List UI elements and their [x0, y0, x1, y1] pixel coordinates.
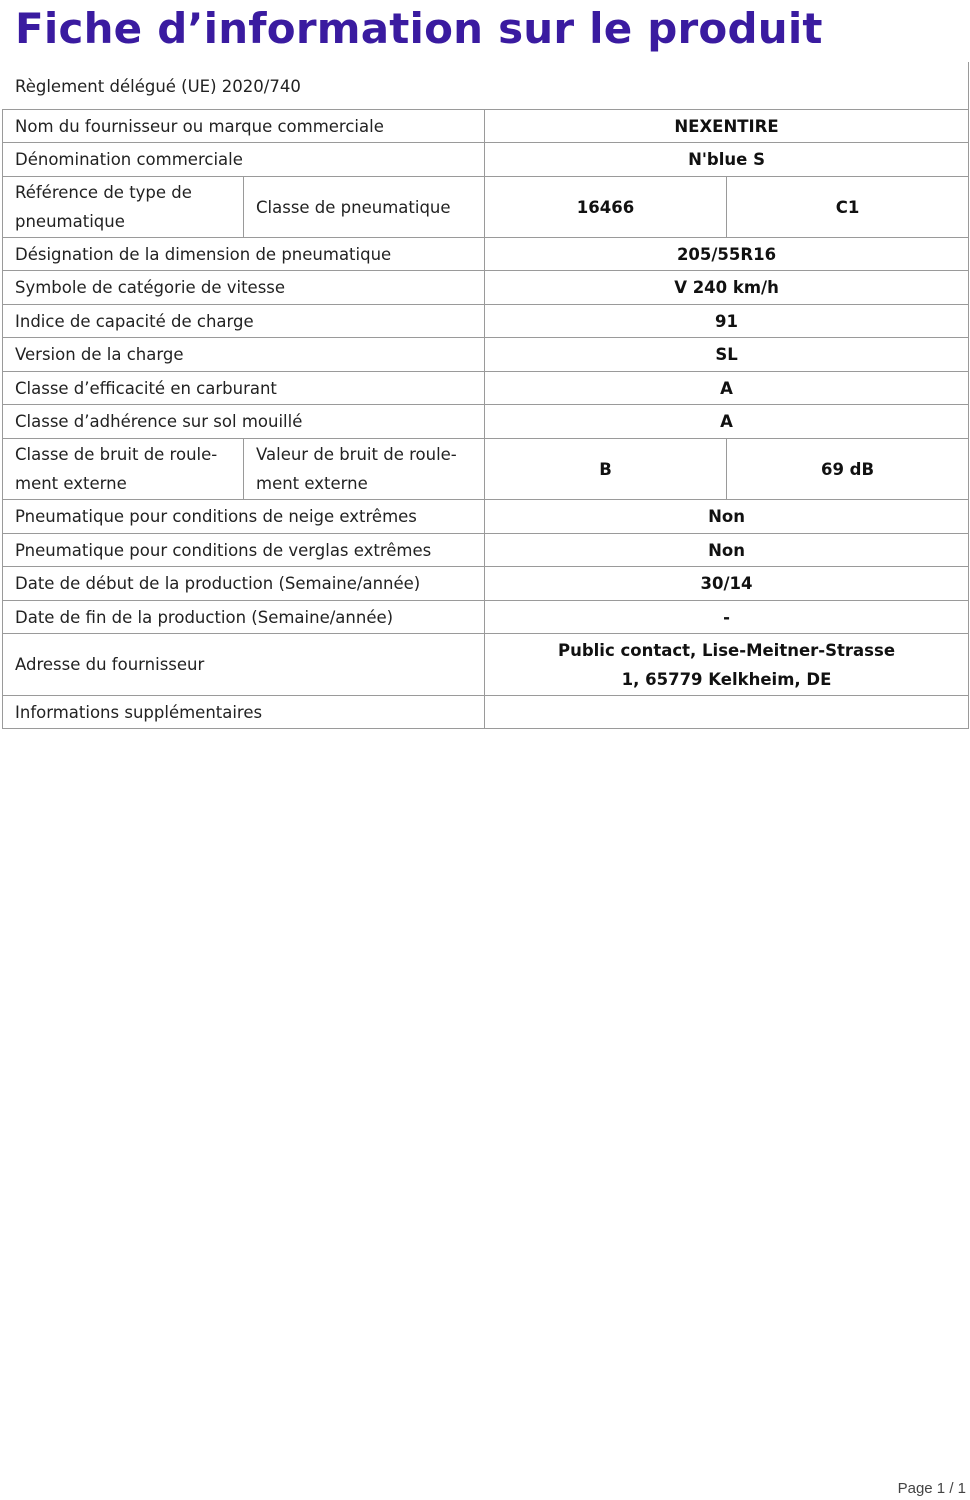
- fuel-class-value: A: [485, 372, 969, 405]
- production-end-label: Date de fin de la production (Semaine/année): [3, 601, 485, 634]
- table-row: [3, 405, 969, 439]
- supplier-address-label: Adresse du fournisseur: [3, 634, 485, 696]
- tyre-class-value: C1: [727, 177, 969, 238]
- load-index-value: 91: [485, 305, 969, 338]
- load-version-value: SL: [485, 338, 969, 372]
- supplier-name-value: NEXENTIRE: [485, 110, 969, 143]
- load-version-label: Version de la charge: [3, 338, 485, 372]
- table-row: [3, 177, 969, 238]
- table-row: [3, 238, 969, 271]
- regulation-text: Règlement délégué (UE) 2020/740: [3, 63, 969, 110]
- table-row: [3, 338, 969, 372]
- snow-label: Pneumatique pour conditions de neige extrêmes: [3, 500, 485, 534]
- table-row: [3, 271, 969, 305]
- size-value: 205/55R16: [485, 238, 969, 271]
- table-row: [3, 372, 969, 405]
- fuel-class-label: Classe d’efficacité en carburant: [3, 372, 485, 405]
- table-row: [3, 601, 969, 634]
- table-row: [3, 110, 969, 143]
- table-row: [3, 696, 969, 729]
- table-row: [3, 567, 969, 601]
- production-start-value: 30/14: [485, 567, 969, 601]
- load-index-label: Indice de capacité de charge: [3, 305, 485, 338]
- trade-name-label: Dénomination commerciale: [3, 143, 485, 177]
- ice-label: Pneumatique pour conditions de verglas extrêmes: [3, 534, 485, 567]
- page-number: Page 1 / 1: [897, 1480, 966, 1497]
- additional-info-value: [485, 696, 969, 729]
- wet-grip-label: Classe d’adhérence sur sol mouillé: [3, 405, 485, 439]
- supplier-address-value: Public contact, Lise-Meitner-Strasse 1, 65779 Kelkheim, DE: [485, 634, 969, 696]
- noise-class-label: Classe de bruit de roule-ment externe: [3, 439, 244, 500]
- noise-value-label: Valeur de bruit de roule-ment externe: [244, 439, 485, 500]
- type-reference-label: Référence de type de pneumatique: [3, 177, 244, 238]
- noise-class-value: B: [485, 439, 727, 500]
- speed-label: Symbole de catégorie de vitesse: [3, 271, 485, 305]
- noise-db-value: 69 dB: [727, 439, 969, 500]
- type-reference-value: 16466: [485, 177, 727, 238]
- supplier-name-label: Nom du fournisseur ou marque commerciale: [3, 110, 485, 143]
- table-row: [3, 500, 969, 534]
- regulation-row: [3, 63, 969, 110]
- table-row: [3, 143, 969, 177]
- wet-grip-value: A: [485, 405, 969, 439]
- trade-name-value: N'blue S: [485, 143, 969, 177]
- product-info-table: [2, 62, 969, 729]
- tyre-class-label: Classe de pneumatique: [244, 177, 485, 238]
- table-row: [3, 634, 969, 696]
- speed-value: V 240 km/h: [485, 271, 969, 305]
- table-row: [3, 305, 969, 338]
- additional-info-label: Informations supplémentaires: [3, 696, 485, 729]
- document-title: Fiche d’information sur le produit: [15, 4, 823, 53]
- ice-value: Non: [485, 534, 969, 567]
- production-start-label: Date de début de la production (Semaine/année): [3, 567, 485, 601]
- production-end-value: -: [485, 601, 969, 634]
- snow-value: Non: [485, 500, 969, 534]
- size-label: Désignation de la dimension de pneumatique: [3, 238, 485, 271]
- table-row: [3, 534, 969, 567]
- table-row: [3, 439, 969, 500]
